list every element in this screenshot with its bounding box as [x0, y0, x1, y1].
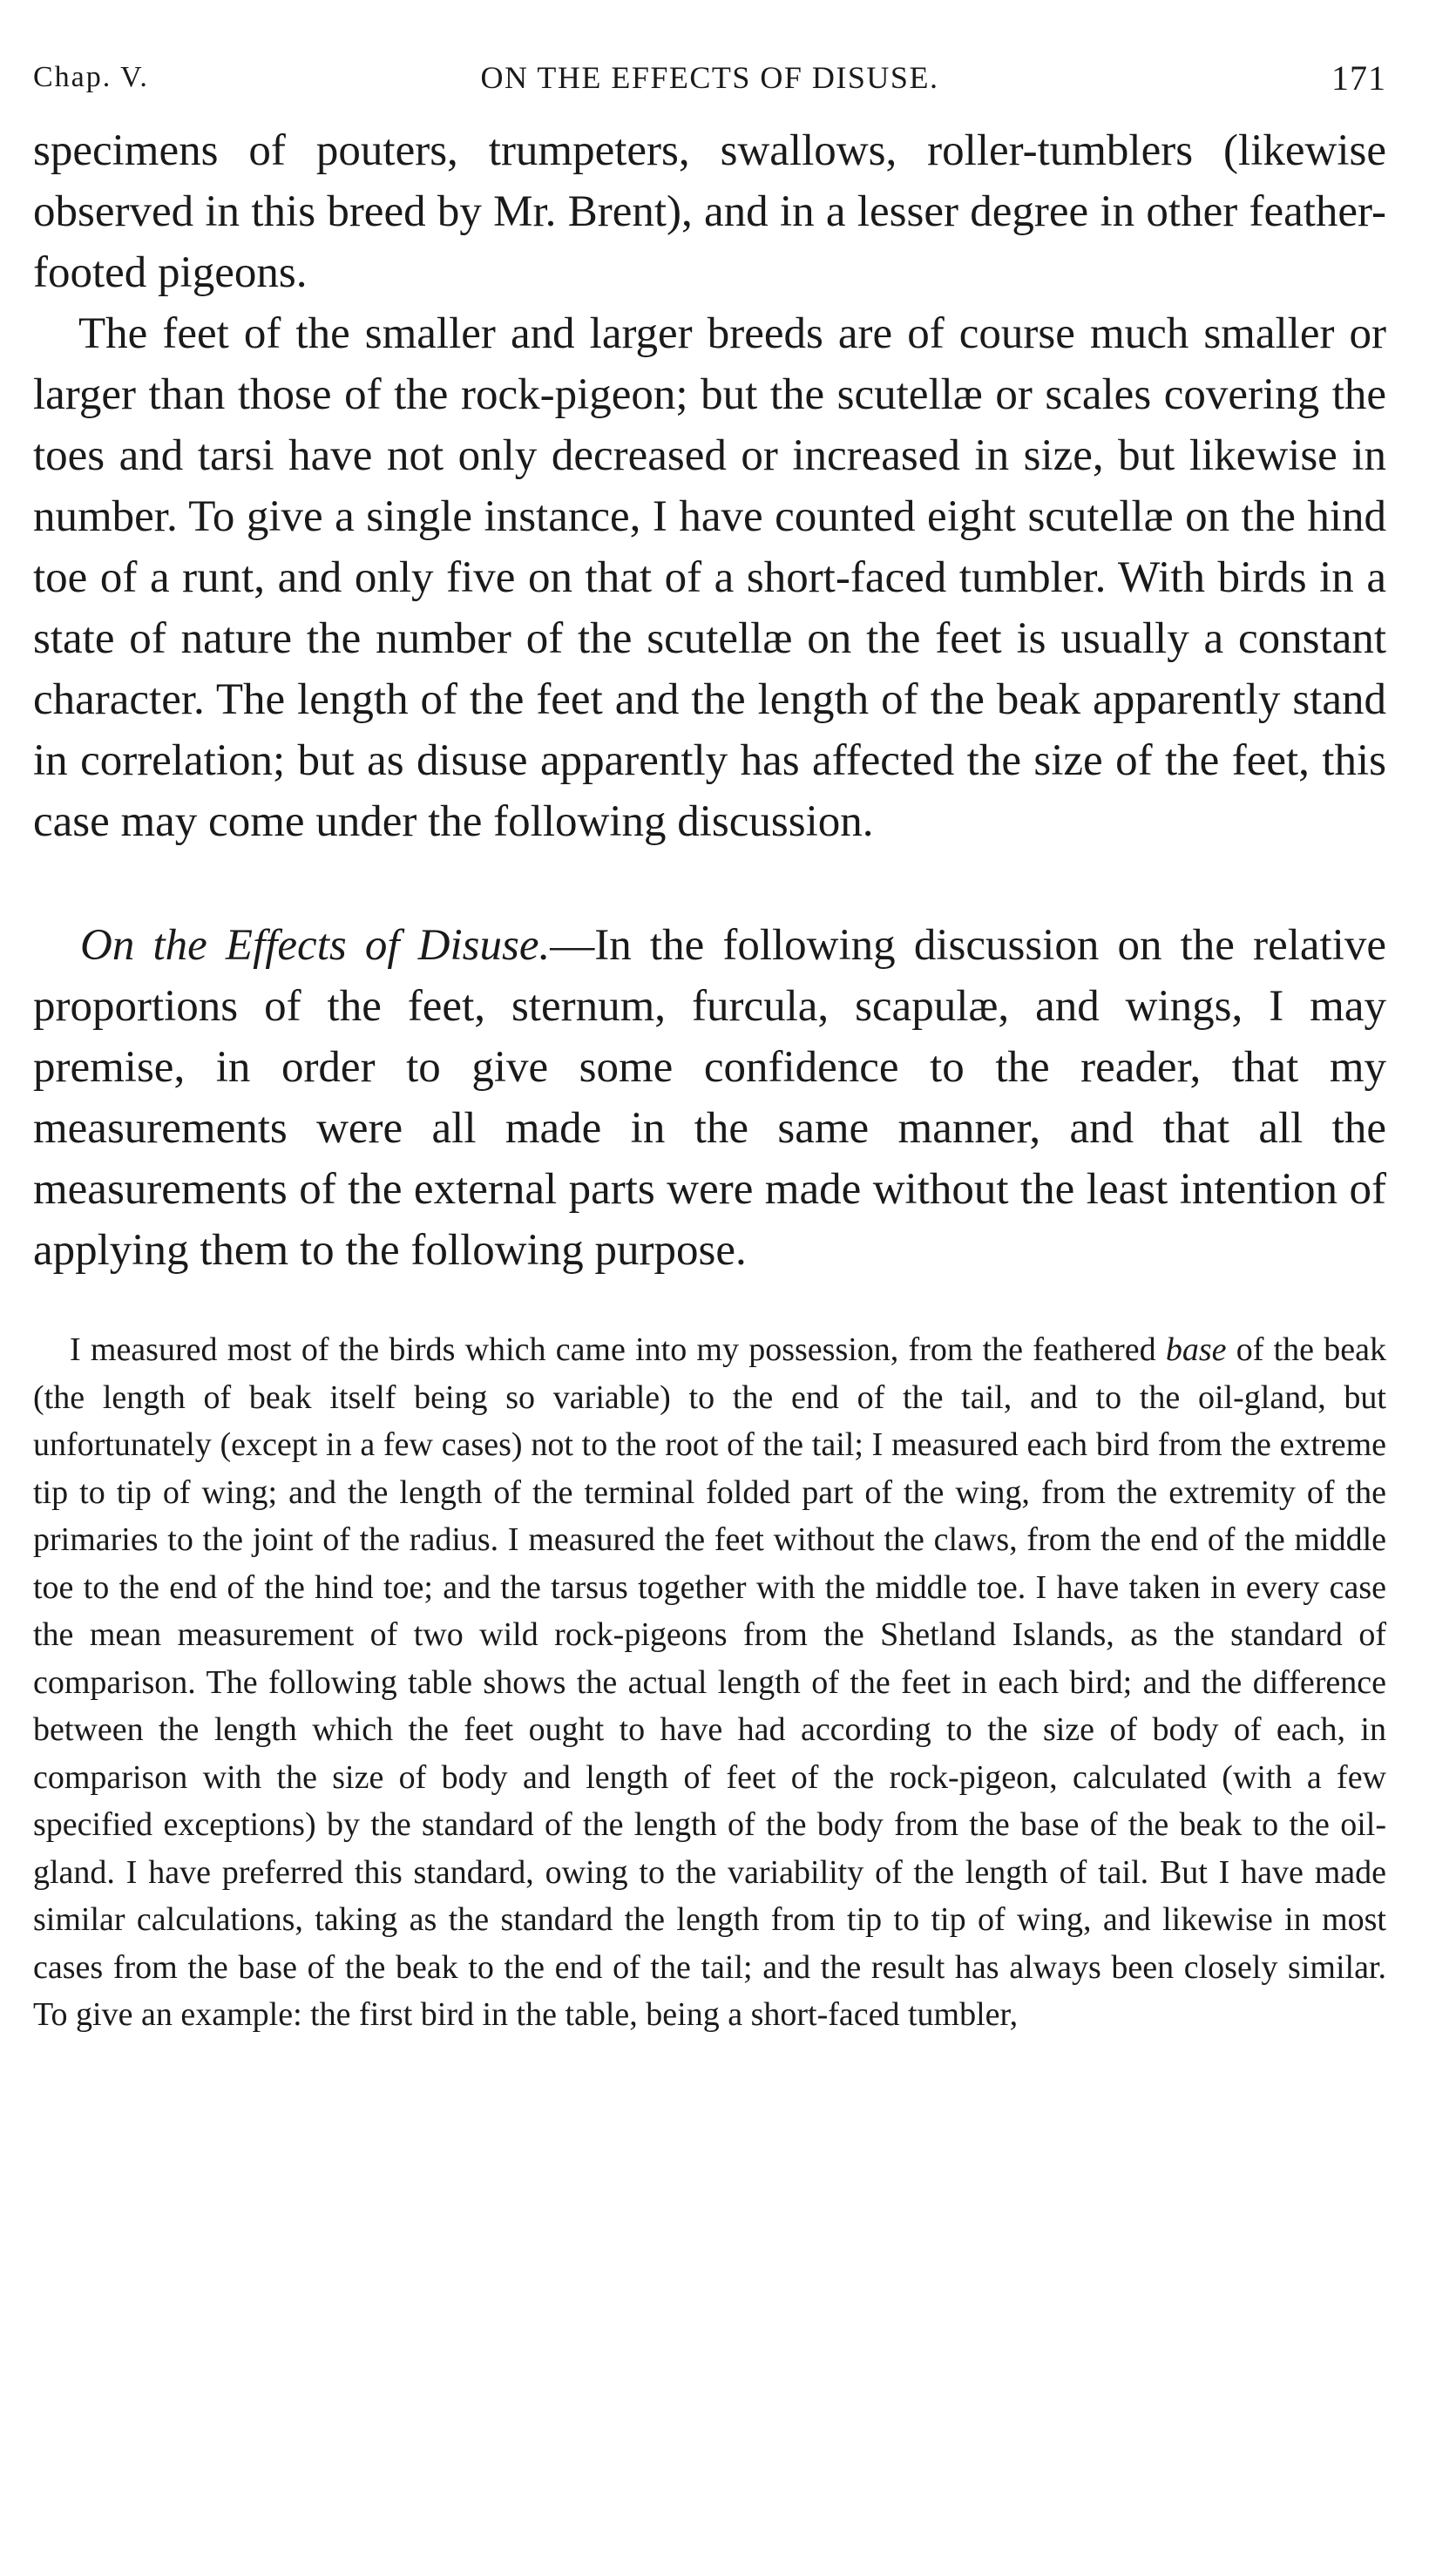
chapter-label: Chap. V. [33, 61, 149, 93]
paragraph-measurements [33, 1326, 1386, 2039]
measurements-italic-word: base [1165, 1331, 1227, 1368]
page-number: 171 [1331, 58, 1386, 98]
measurements-text-rest: of the beak (the length of beak itself being so variable) to the end of the tail, and to the oil-gland, but unfortunately (except in a few cases) not to the root of the tail; I measured each bird from the extreme tip to tip of wing; and the length of the terminal folded part of the wing, from the extremity of the primaries to the joint of the radius. I measured the feet without the claws, from the end of the middle toe to the end of the hind toe; and the tarsus together with the middle toe. I have taken in every case the mean measurement of two wild rock-pigeons from the Shetland Islands, as the standard of comparison. The following table shows the actual length of the feet in each bird; and the difference between the length which the feet ought to have had according to the size of body of each, in comparison with the size of body and length of feet of the rock-pigeon, calculated (with a few specified exceptions) by the standard of the length of the body from the base of the beak to the oil-gland. I have preferred this standard, owing to the variability of the length of tail. But I have made similar calculations, taking as the standard the length from tip to tip of wing, and likewise in most cases from the base of the beak to the end of the tail; and the result has always been closely similar. To give an example: the first bird in the table, being a short-faced tumbler, [33, 1331, 1386, 2033]
running-title: ON THE EFFECTS OF DISUSE. [480, 60, 939, 95]
paragraph-feet-scutellae: The feet of the smaller and larger breeds are of course much smaller or larger than those of the rock-pigeon; but the scutellæ or scales covering the toes and tarsi have not only decreased or increased in size, but likewise in number. To give a single instance, I have counted eight scutellæ on the hind toe of a runt, and only five on that of a short-faced tumbler. With birds in a state of nature the number of the scutellæ on the feet is usually a constant character. The length of the feet and the length of the beak apparently stand in correlation; but as disuse apparently has affected the size of the feet, this case may come under the following discussion. [33, 309, 1386, 846]
small-print-text [33, 1326, 1386, 2039]
main-text [33, 120, 1386, 1281]
running-header [33, 54, 1386, 106]
paragraph-effects-of-disuse [33, 915, 1386, 1281]
section-text: —In the following discussion on the relative proportions of the feet, sternum, furcula, scapulæ, and wings, I may premise, in order to give some confidence to the reader, that my measurements were all made in the same manner, and that all the measurements of the external parts were made without the least intention of applying them to the following purpose. [33, 921, 1386, 1275]
paragraph-continued: specimens of pouters, trumpeters, swallows, roller-tumblers (likewise observed in this breed by Mr. Brent), and in a lesser degree in other feather-footed pigeons. [33, 126, 1386, 297]
section-title: On the Effects of Disuse. [80, 921, 551, 970]
measurements-text-start: I measured most of the birds which came into my possession, from the feathered [70, 1331, 1166, 1368]
